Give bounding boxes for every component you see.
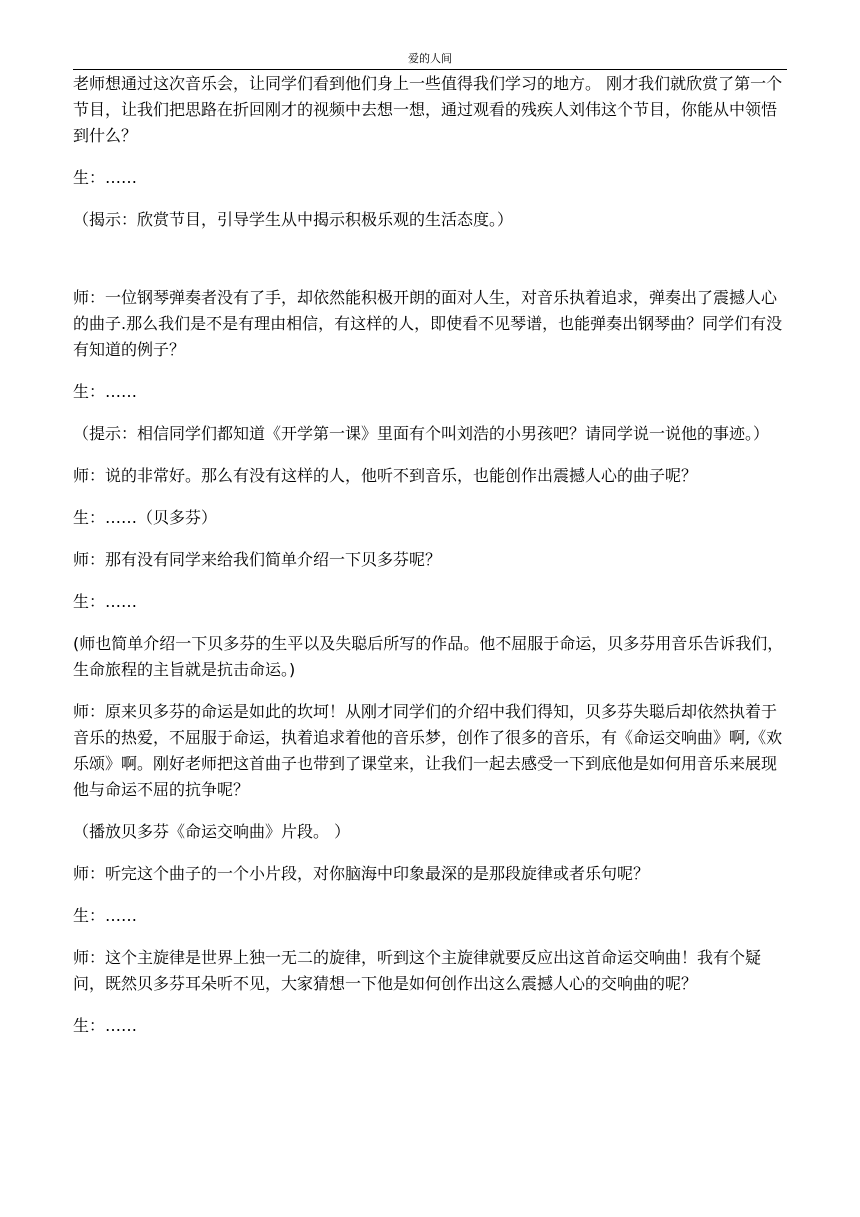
paragraph-teacher-ask-intro: 师：那有没有同学来给我们简单介绍一下贝多芬呢？ [73,550,442,569]
paragraph-note-play-symphony: （播放贝多芬《命运交响曲》片段。 ） [73,822,351,841]
paragraph-teacher-main-theme: 师：这个主旋律是世界上独一无二的旋律，听到这个主旋律就要反应出这首命运交响曲！我有个疑问，既然贝多芬耳朵听不见，大家猜想一下他是如何创作出这么震撼人心的交响曲的呢？ [73,948,762,993]
paragraph-teacher-melody-question: 师：听完这个曲子的一个小片段，对你脑海中印象最深的是那段旋律或者乐句呢？ [73,864,650,883]
paragraph-teacher-question: 师：说的非常好。那么有没有这样的人，他听不到音乐，也能创作出震撼人心的曲子呢？ [73,466,698,485]
paragraph-note-teacher-intro: (师也简单介绍一下贝多芬的生平以及失聪后所写的作品。他不屈服于命运，贝多芬用音乐告诉我们，生命旅程的主旨就是抗击命运。) [73,634,784,679]
document-body [73,71,789,1039]
paragraph-teacher-pianist: 师：一位钢琴弹奏者没有了手，却依然能积极开朗的面对人生，对音乐执着追求，弹奏出了震撼人心的曲子.那么我们是不是有理由相信，有这样的人，即使看不见琴谱，也能弹奏出钢琴曲？同学们有没有知道的例子？ [73,288,783,359]
header-divider [73,69,787,70]
paragraph-student-response: 生：…… [73,168,138,187]
paragraph-teacher-intro: 老师想通过这次音乐会，让同学们看到他们身上一些值得我们学习的地方。 刚才我们就欣赏了第一个节目，让我们把思路在折回刚才的视频中去想一想，通过观看的残疾人刘伟这个节目，你能从中领悟到什么？ [73,74,783,145]
paragraph-student-response: 生：…… [73,382,138,401]
page-header-title: 爱的人间 [408,52,452,65]
paragraph-student-response: 生：…… [73,906,138,925]
paragraph-student-response: 生：…… [73,1016,138,1035]
paragraph-note-hint: （提示：相信同学们都知道《开学第一课》里面有个叫刘浩的小男孩吧？请同学说一说他的事迹。） [73,424,770,443]
paragraph-note-reveal: （揭示：欣赏节目，引导学生从中揭示积极乐观的生活态度。） [73,210,514,229]
paragraph-teacher-beethoven-story: 师：原来贝多芬的命运是如此的坎坷！从刚才同学们的介绍中我们得知，贝多芬失聪后却依然执着于音乐的热爱，不屈服于命运，执着追求着他的音乐梦，创作了很多的音乐，有《命运交响曲》啊,《欢乐颂》啊。刚好老师把这首曲子也带到了课堂来，让我们一起去感受一下到底他是如何用音乐来展现他与命运不屈的抗争呢？ [73,702,783,799]
paragraph-student-beethoven: 生：……（贝多芬） [73,508,218,527]
paragraph-student-response: 生：…… [73,592,138,611]
